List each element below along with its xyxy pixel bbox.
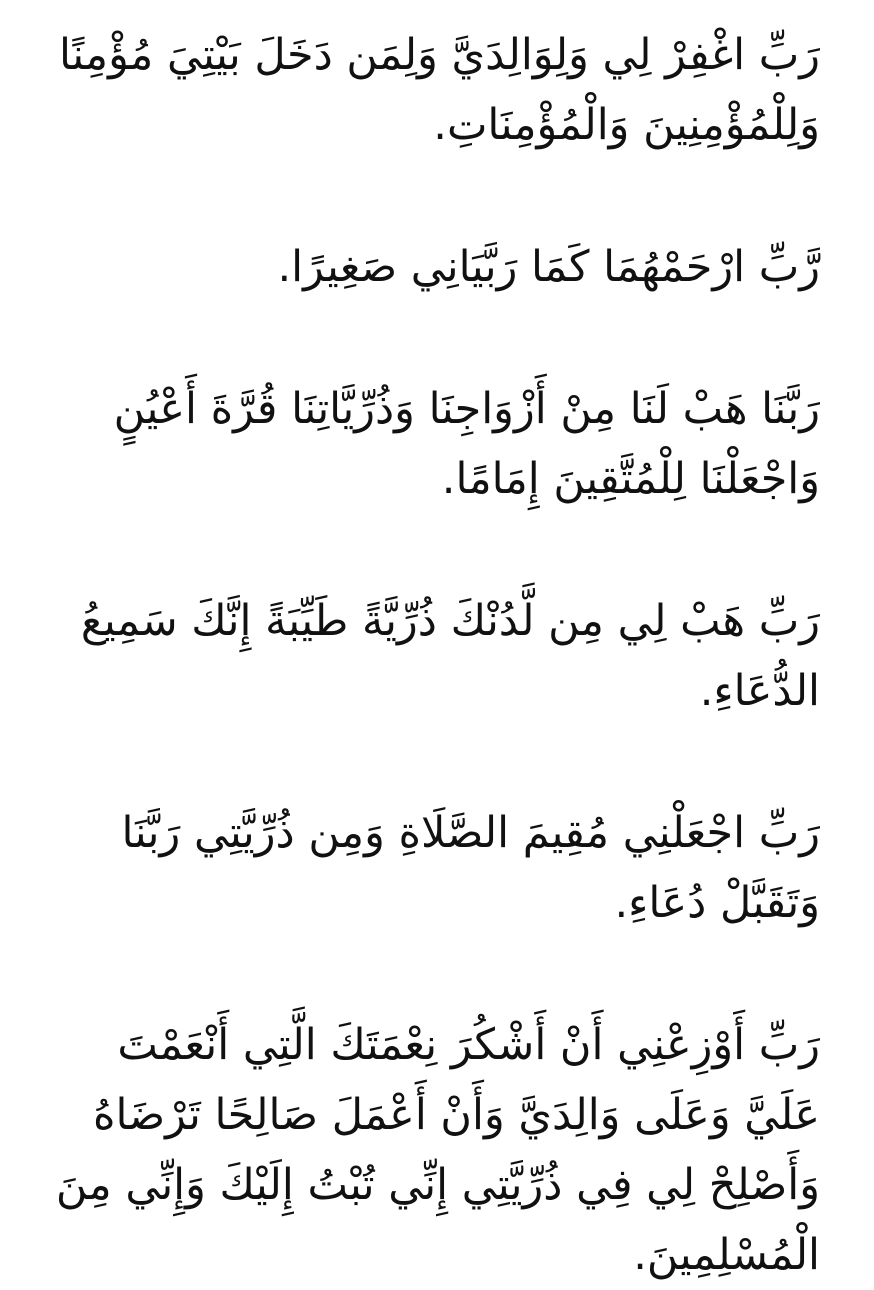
dua-good-offspring: رَبِّ هَبْ لِي مِن لَّدُنْكَ ذُرِّيَّةً طَيِّبَةً إِنَّكَ سَمِيعُ الدُّعَاءِ. [80, 596, 820, 716]
dua-mercy-for-parents: رَّبِّ ارْحَمْهُمَا كَمَا رَبَّيَانِي صَغِيرًا. [277, 242, 820, 292]
dua-gratitude-and-righteousness: رَبِّ أَوْزِعْنِي أَنْ أَشْكُرَ نِعْمَتَكَ الَّتِي أَنْعَمْتَ عَلَيَّ وَعَلَى وَالِدَيَّ وَأَنْ أَعْمَلَ صَالِحًا تَرْضَاهُ وَأَصْلِحْ لِي فِي ذُرِّيَّتِي إِنِّي تُبْتُ إِلَيْكَ وَإِنِّي مِنَ الْمُسْلِمِينَ. [55, 1020, 820, 1280]
dua-establish-prayer: رَبِّ اجْعَلْنِي مُقِيمَ الصَّلَاةِ وَمِن ذُرِّيَّتِي رَبَّنَا وَتَقَبَّلْ دُعَاءِ. [121, 808, 820, 928]
dua-spouses-and-offspring: رَبَّنَا هَبْ لَنَا مِنْ أَزْوَاجِنَا وَذُرِّيَّاتِنَا قُرَّةَ أَعْيُنٍ وَاجْعَلْنَا لِلْمُتَّقِينَ إِمَامًا. [113, 384, 820, 504]
dua-forgiveness-for-parents-and-believers: رَبِّ اغْفِرْ لِي وَلِوَالِدَيَّ وَلِمَن دَخَلَ بَيْتِيَ مُؤْمِنًا وَلِلْمُؤْمِنِينَ وَالْمُؤْمِنَاتِ. [58, 30, 820, 150]
